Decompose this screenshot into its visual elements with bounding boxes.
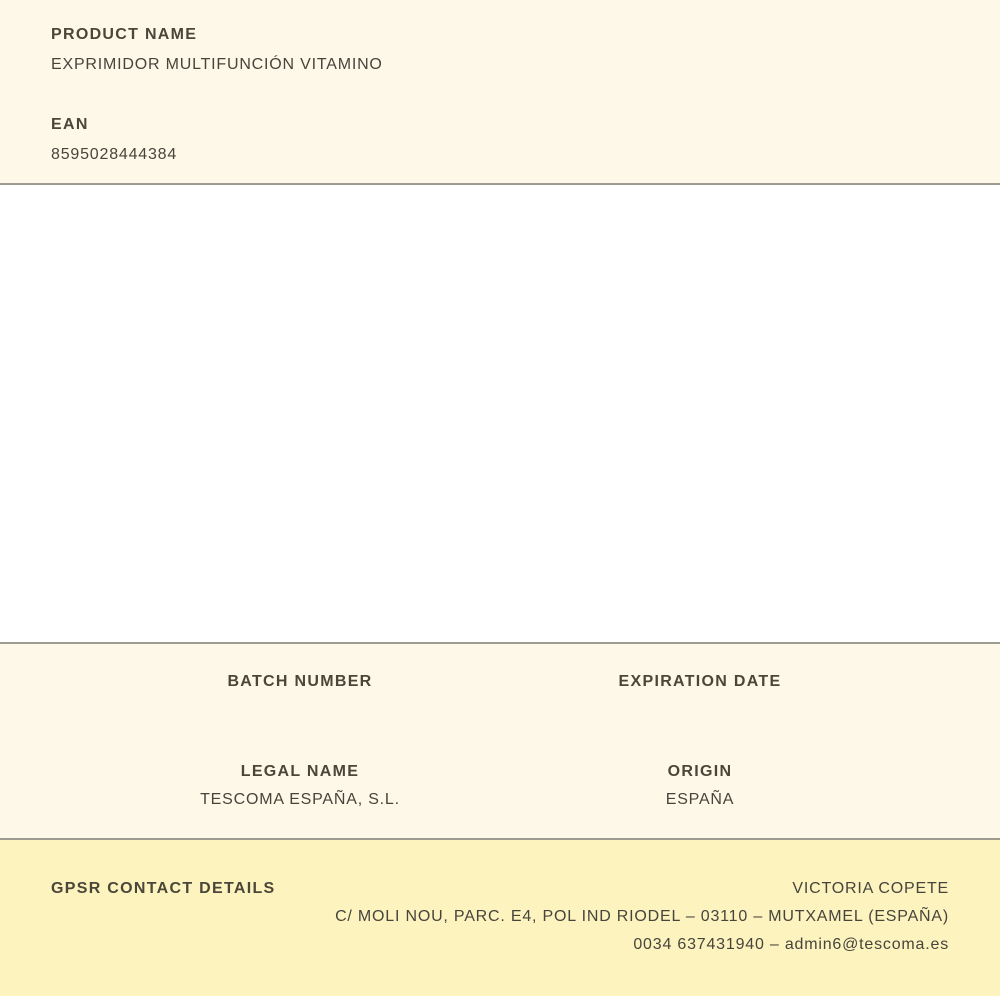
product-header-section bbox=[0, 0, 1000, 185]
origin-value: ESPAÑA bbox=[665, 791, 735, 808]
contact-phone-email: 0034 637431940 – admin6@tescoma.es bbox=[633, 936, 949, 953]
legal-name-label: LEGAL NAME bbox=[240, 763, 360, 780]
legal-name-field bbox=[100, 762, 500, 810]
ean-value: 8595028444384 bbox=[51, 146, 178, 163]
contact-person-name: VICTORIA COPETE bbox=[792, 880, 949, 897]
legal-name-value: TESCOMA ESPAÑA, S.L. bbox=[200, 791, 400, 808]
ean-field bbox=[51, 115, 949, 165]
batch-number-label: BATCH NUMBER bbox=[227, 673, 373, 690]
expiration-date-field bbox=[500, 672, 900, 720]
product-name-value: EXPRIMIDOR MULTIFUNCIÓN VITAMINO bbox=[51, 56, 383, 73]
origin-label: ORIGIN bbox=[667, 763, 733, 780]
expiration-date-label: EXPIRATION DATE bbox=[618, 673, 782, 690]
details-grid bbox=[100, 672, 900, 810]
product-image-area bbox=[0, 185, 1000, 644]
contact-address: C/ MOLI NOU, PARC. E4, POL IND RIODEL – 03110 – MUTXAMEL (ESPAÑA) bbox=[335, 908, 949, 925]
expiration-date-value bbox=[500, 700, 900, 720]
product-name-label: PRODUCT NAME bbox=[51, 26, 198, 43]
ean-label: EAN bbox=[51, 116, 89, 133]
batch-number-value bbox=[100, 700, 500, 720]
origin-field bbox=[500, 762, 900, 810]
batch-number-field bbox=[100, 672, 500, 720]
gpsr-contact-section bbox=[0, 840, 1000, 996]
gpsr-contact-details-label: GPSR CONTACT DETAILS bbox=[51, 880, 276, 897]
details-section bbox=[0, 644, 1000, 840]
